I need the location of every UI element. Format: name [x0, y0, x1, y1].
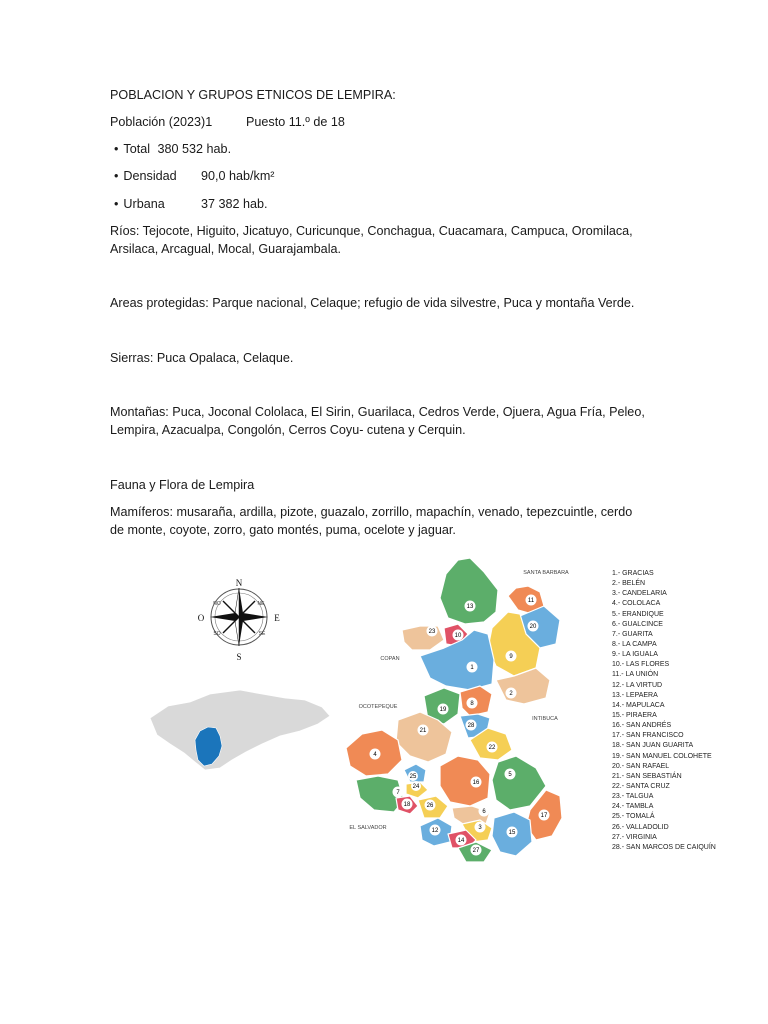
- municipality-legend: [612, 569, 716, 853]
- svg-text:10: 10: [454, 633, 462, 639]
- row-label: Total: [123, 142, 151, 156]
- compass-o: O: [197, 613, 205, 623]
- marker-25: [408, 771, 418, 781]
- municipality-2: [496, 668, 550, 704]
- marker-4: [370, 749, 381, 760]
- legend-item: 28.- SAN MARCOS DE CAIQUÍN: [612, 843, 716, 851]
- svg-text:18: 18: [403, 802, 411, 808]
- row-value: 37 382 hab.: [201, 197, 268, 211]
- population-row-total: • Total 380 532 hab.: [114, 142, 232, 156]
- marker-21: [418, 725, 429, 736]
- legend-item: 12.- LA VIRTUD: [612, 681, 663, 689]
- population-rank: Puesto 11.º de 18: [246, 115, 345, 129]
- marker-22: [487, 742, 498, 753]
- svg-text:9: 9: [509, 654, 513, 660]
- document-title: POBLACION Y GRUPOS ETNICOS DE LEMPIRA:: [110, 88, 396, 102]
- svg-text:5: 5: [508, 772, 512, 778]
- svg-text:25: 25: [409, 774, 417, 780]
- population-label: Población (2023)1: [110, 115, 213, 129]
- marker-24: [411, 781, 421, 791]
- marker-23: [427, 626, 438, 637]
- svg-text:28: 28: [467, 723, 475, 729]
- svg-text:6: 6: [482, 809, 486, 815]
- row-value: 90,0 hab/km²: [201, 169, 275, 183]
- montanas-line-1: Montañas: Puca, Joconal Cololaca, El Sirin, Guarilaca, Cedros Verde, Ojuera, Agua Fría, Peleo,: [110, 405, 645, 419]
- svg-text:NO: NO: [213, 601, 221, 607]
- svg-text:17: 17: [540, 813, 548, 819]
- legend-item: 27.- VIRGINIA: [612, 833, 657, 841]
- svg-text:11: 11: [527, 598, 535, 604]
- svg-text:26: 26: [426, 803, 434, 809]
- svg-text:SE: SE: [258, 631, 266, 637]
- svg-text:7: 7: [396, 790, 400, 796]
- marker-7: [393, 787, 404, 798]
- legend-item: 20.- SAN RAFAEL: [612, 762, 670, 770]
- svg-text:1: 1: [470, 665, 474, 671]
- legend-item: 24.- TAMBLA: [612, 803, 654, 811]
- svg-text:8: 8: [470, 701, 474, 707]
- marker-20: [528, 621, 539, 632]
- mamiferos-line-1: Mamíferos: musaraña, ardilla, pizote, guazalo, zorrillo, mapachín, venado, tepezcuintle, cerdo: [110, 505, 633, 519]
- marker-9: [506, 651, 517, 662]
- legend-item: 8.- LA CAMPA: [612, 640, 657, 648]
- legend-item: 5.- ERANDIQUE: [612, 610, 664, 618]
- legend-item: 19.- SAN MANUEL COLOHETE: [612, 752, 712, 760]
- svg-text:13: 13: [466, 604, 474, 610]
- compass-s: S: [236, 652, 242, 662]
- compass-rose-icon: [198, 578, 281, 662]
- label-santa-barbara: SANTA BARBARA: [523, 570, 569, 576]
- municipality-23: [402, 626, 444, 650]
- svg-text:12: 12: [431, 828, 439, 834]
- rios-line-2: Arsilaca, Arcagual, Mocal, Guarajambala.: [110, 242, 341, 256]
- honduras-inset-map: [150, 690, 330, 770]
- row-label: Urbana: [123, 197, 165, 211]
- marker-16: [471, 777, 482, 788]
- legend-item: 14.- MAPULACA: [612, 701, 665, 709]
- label-el-salvador: EL SALVADOR: [349, 825, 387, 831]
- legend-item: 22.- SANTA CRUZ: [612, 782, 670, 790]
- legend-item: 26.- VALLADOLID: [612, 823, 669, 831]
- legend-item: 4.- COLOLACA: [612, 600, 661, 608]
- label-intibuca: INTIBUCA: [532, 716, 558, 722]
- marker-5: [505, 769, 516, 780]
- marker-13: [465, 601, 476, 612]
- legend-item: 7.- GUARITA: [612, 630, 653, 638]
- marker-3: [475, 822, 486, 833]
- legend-item: 25.- TOMALÁ: [612, 813, 655, 821]
- svg-text:20: 20: [529, 624, 537, 630]
- svg-text:22: 22: [488, 745, 496, 751]
- svg-text:4: 4: [373, 752, 377, 758]
- marker-1: [467, 662, 478, 673]
- svg-text:16: 16: [472, 780, 480, 786]
- compass-e: E: [274, 613, 280, 623]
- marker-12: [430, 825, 441, 836]
- svg-text:NE: NE: [257, 601, 265, 607]
- row-value: 380 532 hab.: [157, 142, 232, 156]
- svg-text:23: 23: [428, 629, 436, 635]
- municipality-13: [440, 558, 498, 624]
- marker-27: [471, 845, 482, 856]
- svg-text:3: 3: [478, 825, 482, 831]
- marker-2: [506, 688, 517, 699]
- legend-item: 9.- LA IGUALA: [612, 651, 658, 659]
- legend-item: 11.- LA UNIÓN: [612, 671, 659, 679]
- population-row-density: • Densidad 90,0 hab/km²: [114, 169, 275, 183]
- marker-11: [526, 595, 537, 606]
- marker-26: [425, 800, 436, 811]
- marker-14: [456, 835, 467, 846]
- legend-item: 6.- GUALCINCE: [612, 620, 663, 628]
- population-row-urban: • Urbana 37 382 hab.: [114, 197, 268, 211]
- marker-8: [467, 698, 478, 709]
- mamiferos-line-2: de monte, coyote, zorro, gato montés, puma, ocelote y jaguar.: [110, 523, 456, 537]
- legend-item: 1.- GRACIAS: [612, 570, 654, 577]
- svg-text:SO: SO: [213, 631, 221, 637]
- fauna-title: Fauna y Flora de Lempira: [110, 478, 255, 492]
- legend-item: 21.- SAN SEBASTIÁN: [612, 772, 682, 780]
- rios-line-1: Ríos: Tejocote, Higuito, Jicatuyo, Curicunque, Conchagua, Cuacamara, Campuca, Oromilaca,: [110, 224, 633, 238]
- marker-17: [539, 810, 550, 821]
- legend-item: 23.- TALGUA: [612, 793, 654, 801]
- legend-item: 10.- LAS FLORES: [612, 661, 670, 669]
- compass-n: N: [235, 578, 243, 588]
- svg-text:24: 24: [412, 784, 420, 790]
- legend-item: 3.- CANDELARIA: [612, 590, 667, 598]
- legend-item: 2.- BELÉN: [612, 580, 646, 588]
- marker-18: [402, 799, 413, 810]
- legend-item: 17.- SAN FRANCISCO: [612, 732, 684, 740]
- marker-10: [453, 630, 464, 641]
- label-ocotepeque: OCOTEPEQUE: [358, 704, 398, 710]
- sierras: Sierras: Puca Opalaca, Celaque.: [110, 351, 294, 365]
- svg-text:2: 2: [509, 691, 513, 697]
- marker-19: [438, 704, 449, 715]
- population-header: [110, 114, 345, 131]
- legend-item: 18.- SAN JUAN GUARITA: [612, 742, 694, 750]
- svg-text:15: 15: [508, 830, 516, 836]
- marker-6: [479, 806, 490, 817]
- label-copan: COPAN: [380, 656, 400, 662]
- marker-15: [507, 827, 518, 838]
- svg-text:21: 21: [419, 728, 427, 734]
- municipality-16: [440, 756, 490, 806]
- marker-28: [466, 720, 477, 731]
- row-label: Densidad: [123, 169, 177, 183]
- svg-text:14: 14: [457, 838, 465, 844]
- legend-item: 13.- LEPAERA: [612, 691, 658, 699]
- legend-item: 16.- SAN ANDRÉS: [612, 722, 672, 730]
- svg-text:19: 19: [439, 707, 447, 713]
- svg-text:27: 27: [472, 848, 480, 854]
- legend-item: 15.- PIRAERA: [612, 711, 657, 719]
- areas-protegidas: Areas protegidas: Parque nacional, Celaque; refugio de vida silvestre, Puca y montaña Verde.: [110, 296, 635, 310]
- montanas-line-2: Lempira, Azacualpa, Congolón, Cerros Coyu- cutena y Cerquin.: [110, 423, 466, 437]
